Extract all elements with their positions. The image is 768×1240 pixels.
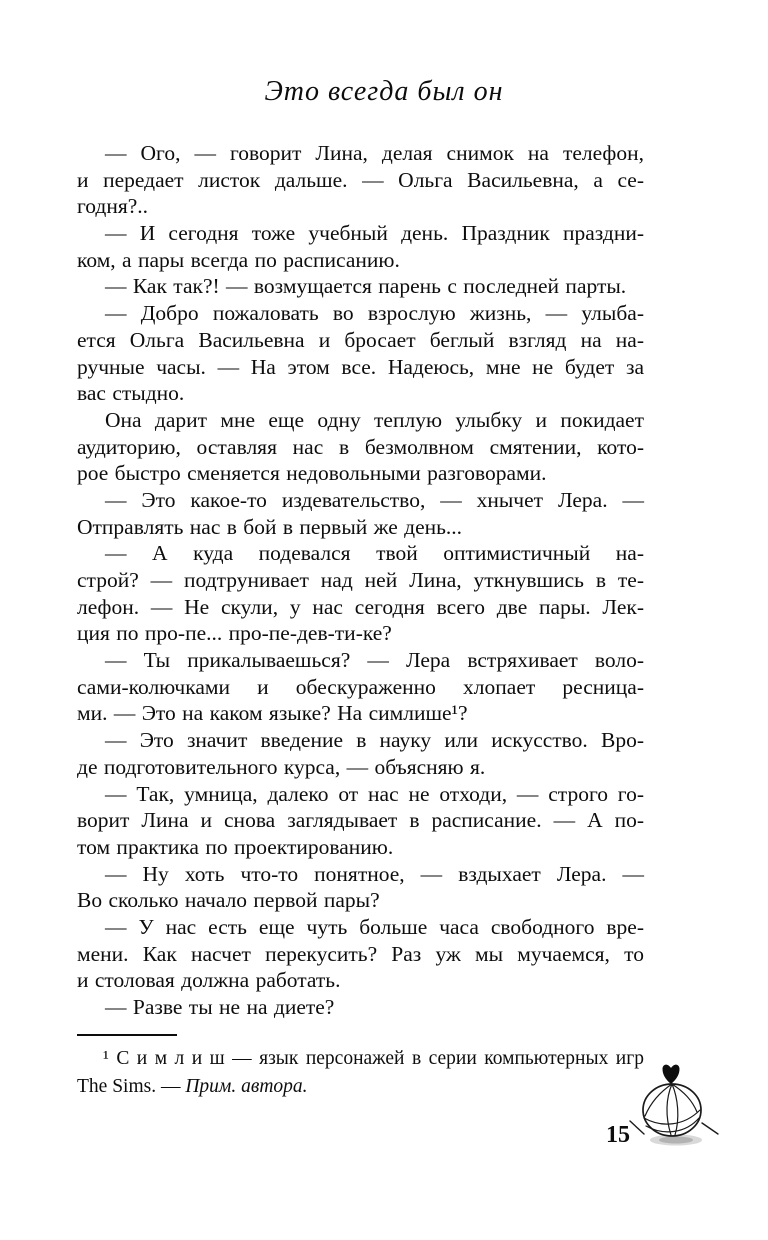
paragraph (77, 727, 644, 780)
text-line: ется Ольга Васильевна и бросает беглый взгляд на на- (77, 327, 644, 352)
footnote-line-2 (77, 1073, 644, 1101)
text-line: ком, а пары всегда по расписанию. (77, 247, 400, 272)
text-line: том практика по проектированию. (77, 834, 394, 859)
text-line: сами-колючками и обескураженно хлопает ресница- (77, 674, 644, 699)
footnote-author-note: Прим. автора. (185, 1076, 308, 1097)
text-line: — Как так?! — возмущается парень с последней парты. (105, 274, 627, 299)
ball-shadow-core (659, 1137, 693, 1144)
text-line: — Ну хоть что-то понятное, — вздыхает Лера. — (105, 861, 644, 886)
text-line: ручные часы. — На этом все. Надеюсь, мне не будет за (77, 354, 644, 379)
paragraph (77, 540, 644, 647)
text-line: и столовая должна работать. (77, 968, 341, 993)
text-line: аудиторию, оставляя нас в безмолвном смятении, кото- (77, 434, 644, 459)
text-line: — Добро пожаловать во взрослую жизнь, — улыба- (105, 301, 644, 326)
heart-icon (663, 1065, 680, 1084)
paragraph (77, 300, 644, 407)
paragraph (77, 273, 644, 300)
ball-heart-doodle (626, 1060, 722, 1152)
running-head: Это всегда был он (264, 76, 504, 107)
text-line: — У нас есть еще чуть больше часа свободного вре- (105, 914, 644, 939)
text-line: ция по про-пе... про-пе-дев-ти-ке? (77, 621, 392, 646)
text-line: — Ого, — говорит Лина, делая снимок на телефон, (105, 141, 644, 165)
text-line: — Это значит введение в науку или искусство. Вро- (105, 728, 644, 753)
text-line: — Это какое-то издевательство, — хнычет Лера. — (105, 487, 644, 512)
paragraph (77, 647, 644, 727)
paragraph (77, 407, 644, 487)
text-line: мени. Как насчет перекусить? Раз уж мы мучаемся, то (77, 941, 644, 966)
paragraph (77, 861, 644, 914)
footnote-line-1: ¹ С и м л и ш — язык персонажей в серии компьютерных игр (103, 1048, 644, 1069)
text-line: — Так, умница, далеко от нас не отходи, — строго го- (105, 781, 644, 806)
text-line: ворит Лина и снова заглядывает в расписание. — А по- (77, 808, 644, 833)
text-line: Отправлять нас в бой в первый же день... (77, 514, 463, 539)
text-line: ми. — Это на каком языке? На симлише¹? (77, 701, 468, 726)
text-line: — И сегодня тоже учебный день. Праздник праздни- (105, 221, 644, 246)
paragraph (77, 914, 644, 994)
text-line: — Ты прикалываешься? — Лера встряхивает воло- (105, 648, 644, 673)
text-line: — А куда подевался твой оптимистичный на- (105, 541, 644, 566)
text-line: рое быстро сменяется недовольными разговорами. (77, 461, 547, 486)
footnote-source: The Sims. — (77, 1076, 186, 1097)
footnote (77, 1034, 644, 1101)
page-number: 15 (606, 1122, 630, 1148)
text-line: де подготовительного курса, — объясняю я. (77, 754, 486, 779)
footnote-rule (77, 1034, 177, 1036)
text-line: Она дарит мне еще одну теплую улыбку и покидает (105, 407, 644, 432)
text-line: — Разве ты не на диете? (105, 995, 335, 1019)
paragraph (77, 994, 644, 1021)
paragraph (77, 781, 644, 861)
paragraph (77, 487, 644, 540)
text-line: годня?.. (77, 194, 149, 219)
paragraph (77, 220, 644, 273)
body-text (77, 140, 644, 1021)
paragraph (77, 140, 644, 220)
text-line: вас стыдно. (77, 381, 185, 406)
text-line: строй? — подтрунивает над ней Лина, уткнувшись в те- (77, 568, 644, 592)
text-line: и передает листок дальше. — Ольга Васильевна, а се- (77, 167, 644, 192)
text-line: лефон. — Не скули, у нас сегодня всего две пары. Лек- (77, 594, 644, 619)
text-line: Во сколько начало первой пары? (77, 888, 380, 913)
